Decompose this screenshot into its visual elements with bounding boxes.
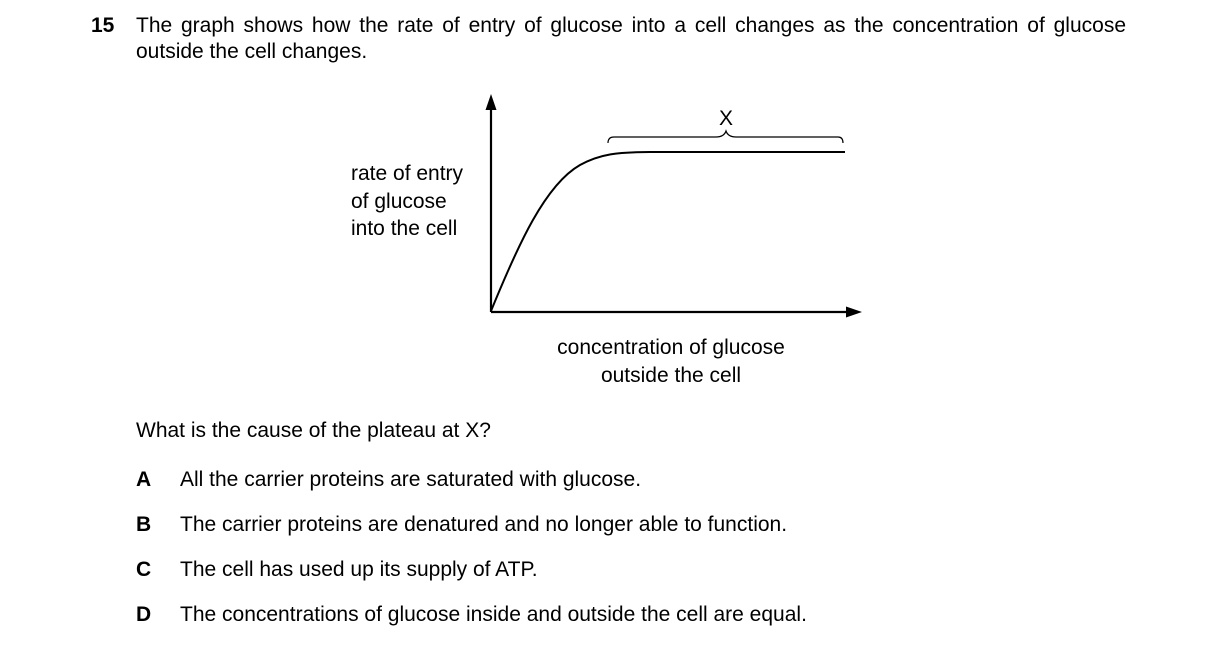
plateau-bracket — [608, 131, 843, 143]
rate-curve — [491, 152, 845, 311]
option-letter: A — [136, 468, 152, 491]
x-axis-label-line: outside the cell — [600, 363, 742, 387]
option-letter: C — [136, 558, 152, 581]
y-axis-label-line: of glucose — [351, 189, 447, 213]
option-letter: D — [136, 603, 152, 626]
option-text: The carrier proteins are denatured and no longer able to function. — [180, 513, 788, 536]
x-axis-arrowhead — [846, 307, 862, 318]
plateau-label: X — [718, 107, 734, 130]
question-number: 15 — [91, 14, 115, 37]
y-axis-label — [351, 160, 463, 243]
question-prompt: What is the cause of the plateau at X? — [136, 419, 491, 442]
option-text: All the carrier proteins are saturated with glucose. — [180, 468, 642, 491]
option-text: The concentrations of glucose inside and outside the cell are equal. — [180, 603, 807, 626]
y-axis-label-line: into the cell — [351, 217, 458, 240]
x-axis-label — [520, 334, 822, 389]
option-text: The cell has used up its supply of ATP. — [180, 558, 538, 581]
y-axis-label-line: rate of entry — [351, 162, 464, 185]
x-axis-label-line: concentration of glucose — [557, 336, 785, 359]
question-stem: The graph shows how the rate of entry of glucose into a cell changes as the concentration of glucose outside the cell changes. — [136, 14, 1126, 63]
y-axis-arrowhead — [486, 94, 497, 110]
option-letter: B — [136, 513, 152, 536]
